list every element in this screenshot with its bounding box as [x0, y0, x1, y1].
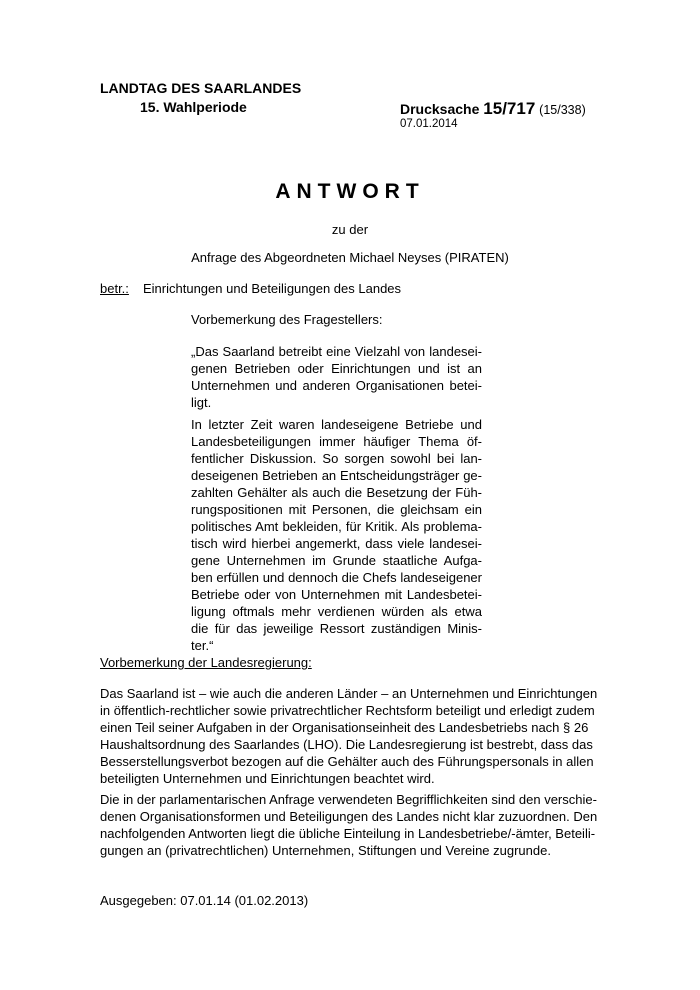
legislative-period: 15. Wahlperiode [140, 99, 247, 115]
betreff-label: betr.: [100, 281, 129, 296]
drucksache-line [400, 99, 586, 119]
institution-name: LANDTAG DES SAARLANDES [100, 80, 302, 96]
issued-date: Ausgegeben: 07.01.14 (01.02.2013) [100, 893, 309, 908]
government-remark-paragraph: Die in der parlamentarischen Anfrage verwendeten Begrifflichkeiten sind den verschie-denen Organisationsformen und Beteiligungen des Landes nicht klar zuzuordnen. Den nachfolgenden Antworten liegt die übliche Einteilung in Landesbetriebe/-ämter, Beteili-gungen an (privatrechtlichen) Unternehmen, Stiftungen und Vereine zugrunde. [100, 792, 598, 858]
drucksache-number: 15/717 [483, 99, 536, 118]
drucksache-label: Drucksache [400, 101, 480, 117]
document-date: 07.01.2014 [400, 118, 458, 130]
questioner-remark-paragraph: In letzter Zeit waren landeseigene Betriebe und Landesbeteiligungen immer häufiger Thema öf-fentlicher Diskussion. So sorgen sowohl bei lan-deseigenen Betrieben an Entscheidungsträger ge-zahlten Gehälter als auch die Besetzung der Füh-rungspositionen mit Personen, die gleichsam ein politisches Amt bekleiden, für Kritik. Als problema-tisch wird hierbei angemerkt, dass viele landesei-gene Unternehmen im Grunde staatliche Aufga-ben erfüllen und dennoch die Chefs landeseigener Betriebe oder von Unternehmen mit Landesbetei-ligung oftmals mehr verdienen würden als etwa die für das jeweilige Ressort zuständigen Minis-ter.“ [191, 417, 482, 653]
zu-der-line: zu der [331, 222, 369, 237]
questioner-remark-paragraph: „Das Saarland betreibt eine Vielzahl von landesei-genen Betrieben oder Einrichtungen und ist an Unternehmen und anderen Organisationen betei-ligt. [191, 344, 482, 410]
inquiry-line: Anfrage des Abgeordneten Michael Neyses (PIRATEN) [191, 250, 509, 265]
questioner-remark-heading: Vorbemerkung des Fragestellers: [191, 312, 383, 327]
government-remark-heading: Vorbemerkung der Landesregierung: [100, 655, 312, 670]
betreff-text: Einrichtungen und Beteiligungen des Landes [143, 281, 402, 296]
government-remark-paragraph: Das Saarland ist – wie auch die anderen Länder – an Unternehmen und Einrichtungen in öffentlich-rechtlicher sowie privatrechtlicher Rechtsform beteiligt und erledigt zudem einen Teil seiner Aufgaben in der Organisationseinheit des Landesbetriebs nach § 26 Haushaltsordnung des Saarlandes (LHO). Die Landesregierung ist bestrebt, dass das Besserstellungsverbot bezogen auf die Gehälter auch des Führungspersonals in allen beteiligten Unternehmen und Einrichtungen beachtet wird. [100, 686, 598, 786]
document-title: ANTWORT [275, 180, 425, 203]
drucksache-old-number: (15/338) [539, 103, 586, 117]
